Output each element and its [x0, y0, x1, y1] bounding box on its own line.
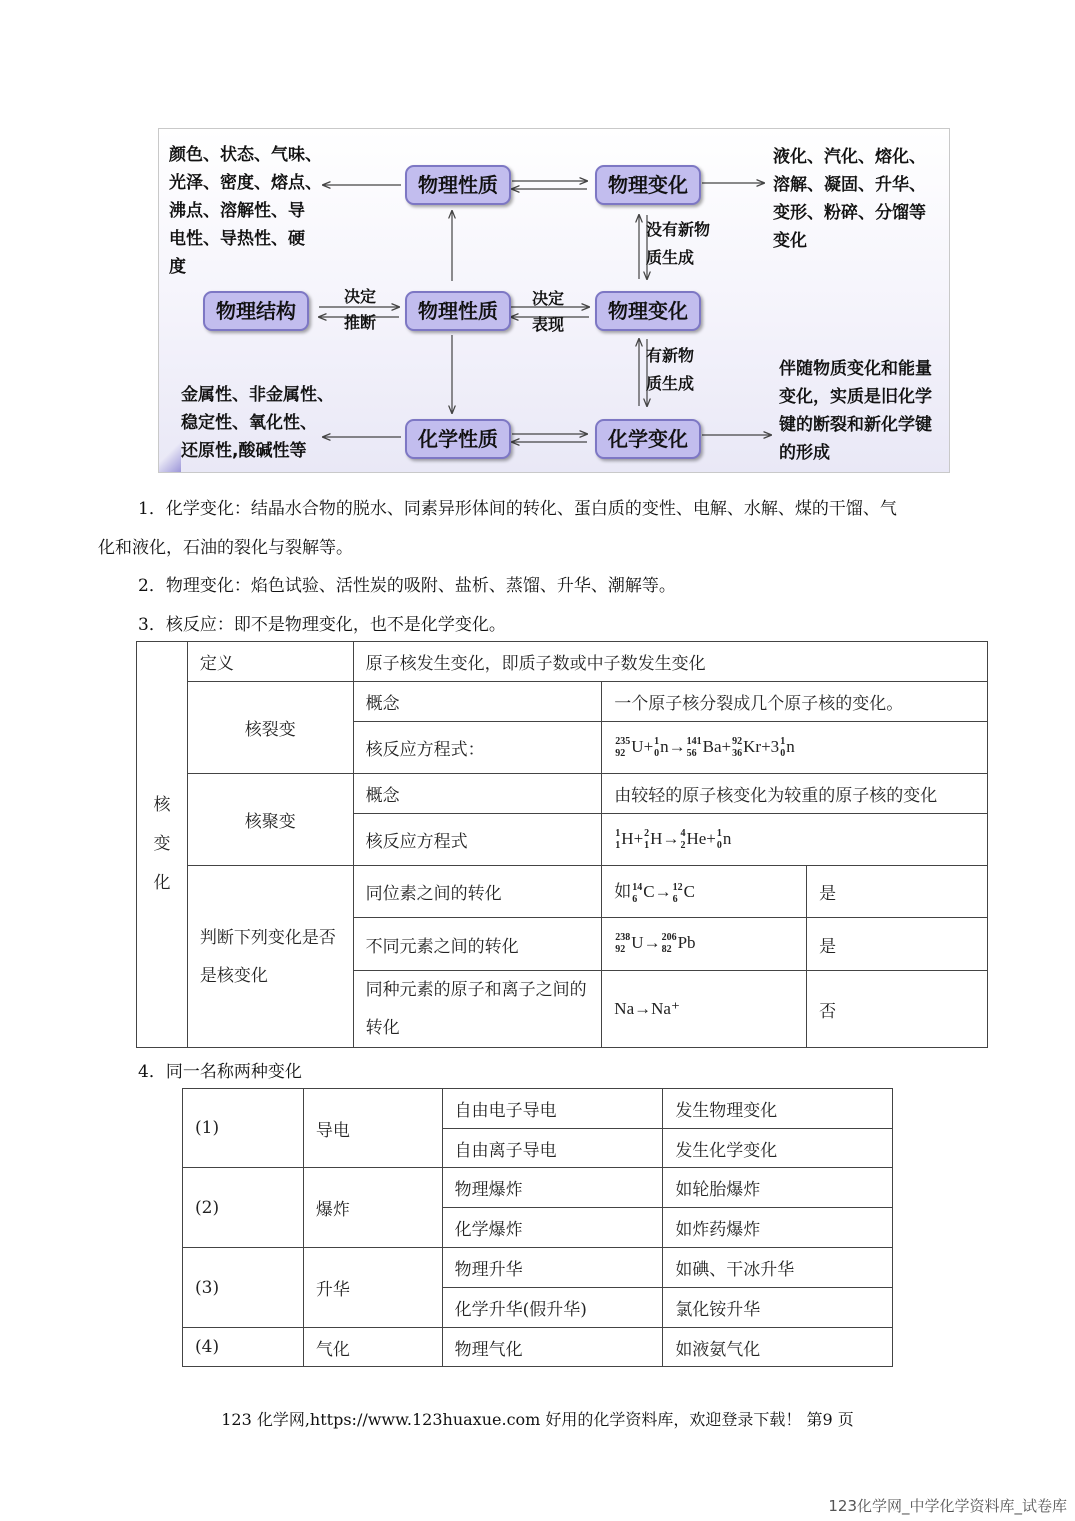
- label-new-substance-2: 质生成: [646, 374, 695, 393]
- fission-label: 核裂变: [187, 682, 353, 774]
- desc-3-1: 如碘、干冰升华: [663, 1248, 893, 1288]
- item-1-2: 自由离子导电: [442, 1129, 663, 1168]
- row-number-2: (2): [183, 1168, 304, 1248]
- item-1-1: 自由电子导电: [442, 1089, 663, 1129]
- element-answer: 是: [807, 918, 988, 971]
- paragraph-2: 2．物理变化：焰色试验、活性炭的吸附、盐析、蒸馏、升华、潮解等。: [138, 576, 676, 596]
- same-name-table: [182, 1088, 893, 1367]
- label-no-new-substance-1: 没有新物: [646, 220, 711, 239]
- physical-change-list: 液化、汽化、熔化、 溶解、凝固、升华、 变形、粉碎、分馏等 变化: [773, 147, 926, 251]
- label-no-new-substance-2: 质生成: [646, 248, 695, 267]
- fission-equation: 235 92 U+ 1 0 n→ 141 56 Ba+ 92 36 Kr+3 1 0 n: [602, 722, 988, 774]
- fusion-concept-label: 概念: [353, 774, 602, 814]
- chemical-property-list: 金属性、非金属性、 稳定性、氧化性、 还原性,酸碱性等: [181, 385, 334, 461]
- row-number-1: (1): [183, 1089, 304, 1168]
- fusion-equation-label: 核反应方程式: [353, 814, 602, 866]
- label-infer: 推断: [343, 313, 376, 332]
- fusion-equation: 1 1 H+ 2 1 H→ 4 2 He+ 1 0 n: [602, 814, 988, 866]
- chemical-change-list: 伴随物质变化和能量 变化，实质是旧化学 键的断裂和新化学键 的形成: [779, 359, 932, 463]
- paragraph-1-line-2: 化和液化，石油的裂化与裂解等。: [98, 538, 353, 558]
- desc-1-1: 发生物理变化: [663, 1089, 893, 1129]
- desc-4-1: 如液氨气化: [663, 1328, 893, 1367]
- isotope-example: 如 14 6 C→ 12 6 C: [602, 866, 807, 918]
- definition-label: 定义: [187, 642, 353, 682]
- label-decide: 决定: [343, 287, 376, 306]
- concept-diagram: [158, 128, 950, 473]
- item-3-1: 物理升华: [442, 1248, 663, 1288]
- row-name-2: 爆炸: [303, 1168, 442, 1248]
- label-new-substance-1: 有新物: [646, 346, 695, 365]
- definition-text: 原子核发生变化，即质子数或中子数发生变化: [353, 642, 987, 682]
- watermark: 123化学网_中学化学资料库_试卷库: [828, 1497, 1067, 1515]
- nuclear-change-table: [136, 641, 988, 1048]
- ion-example: Na→Na⁺: [602, 971, 807, 1048]
- fission-concept: 一个原子核分裂成几个原子核的变化。: [602, 682, 988, 722]
- desc-2-2: 如炸药爆炸: [663, 1208, 893, 1248]
- page-footer: 123 化学网,https://www.123huaxue.com 好用的化学资料库，欢迎登录下载！ 第9 页: [221, 1410, 854, 1429]
- row-number-3: (3): [183, 1248, 304, 1328]
- paragraph-1-line-1: 1．化学变化：结晶水合物的脱水、同素异形体间的转化、蛋白质的变性、电解、水解、煤的干馏、气: [138, 499, 897, 519]
- box-physical-change-mid: 物理变化: [595, 291, 701, 331]
- box-chemical-change: 化学变化: [595, 419, 701, 459]
- item-2-2: 化学爆炸: [442, 1208, 663, 1248]
- isotope-case: 同位素之间的转化: [353, 866, 602, 918]
- row-name-1: 导电: [303, 1089, 442, 1168]
- fusion-label: 核聚变: [187, 774, 353, 866]
- ion-answer: 否: [807, 971, 988, 1048]
- box-physical-property-top: 物理性质: [405, 165, 511, 205]
- fusion-concept: 由较轻的原子核变化为较重的原子核的变化: [602, 774, 988, 814]
- label-express: 表现: [531, 315, 564, 334]
- desc-3-2: 氯化铵升华: [663, 1288, 893, 1328]
- isotope-answer: 是: [807, 866, 988, 918]
- element-case: 不同元素之间的转化: [353, 918, 602, 971]
- item-3-2: 化学升华(假升华): [442, 1288, 663, 1328]
- item-2-1: 物理爆炸: [442, 1168, 663, 1208]
- row-number-4: (4): [183, 1328, 304, 1367]
- item-4-1: 物理气化: [442, 1328, 663, 1367]
- row-name-3: 升华: [303, 1248, 442, 1328]
- ion-case: 同种元素的原子和离子之间的转化: [353, 971, 602, 1048]
- box-physical-property-mid: 物理性质: [405, 291, 511, 331]
- fission-concept-label: 概念: [353, 682, 602, 722]
- fission-equation-label: 核反应方程式：: [353, 722, 602, 774]
- desc-1-2: 发生化学变化: [663, 1129, 893, 1168]
- paragraph-4: 4．同一名称两种变化: [138, 1062, 302, 1082]
- box-chemical-property: 化学性质: [405, 419, 511, 459]
- box-physical-structure: 物理结构: [203, 291, 309, 331]
- box-physical-change-top: 物理变化: [595, 165, 701, 205]
- paragraph-3: 3．核反应：即不是物理变化，也不是化学变化。: [138, 615, 506, 635]
- element-example: 238 92 U→ 206 82 Pb: [602, 918, 807, 971]
- label-decide-2: 决定: [531, 289, 564, 308]
- judge-label: 判断下列变化是否是核变化: [187, 866, 353, 1048]
- physical-property-list: 颜色、状态、气味、 光泽、密度、熔点、 沸点、溶解性、导 电性、导热性、硬 度: [169, 145, 322, 277]
- row-name-4: 气化: [303, 1328, 442, 1367]
- desc-2-1: 如轮胎爆炸: [663, 1168, 893, 1208]
- nuclear-side-label: 核 变 化: [137, 642, 188, 1048]
